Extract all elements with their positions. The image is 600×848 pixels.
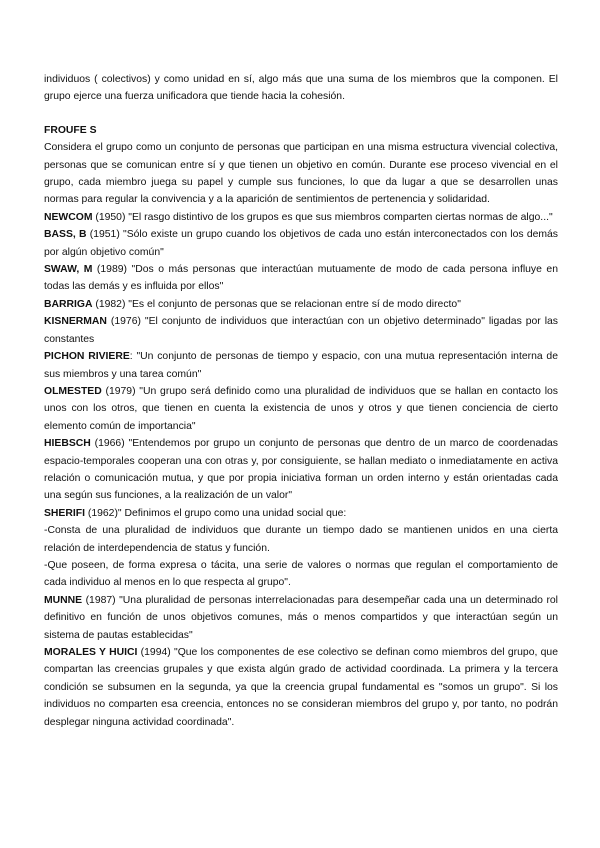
definition-newcom	[44, 209, 558, 226]
author-name: BARRIGA	[44, 298, 93, 310]
definition-swaw	[44, 261, 558, 296]
sherifi-item: -Consta de una pluralidad de individuos que durante un tiempo dado se mantienen unidos en una cierta relación de interdependencia de status y función.	[44, 525, 558, 554]
definition-text: : "Un conjunto de personas de tiempo y espacio, con una mutua representación interna de sus miembros y una tarea común"	[44, 351, 558, 380]
definition-kisnerman	[44, 313, 558, 348]
definition-munne	[44, 592, 558, 644]
definition-bass	[44, 226, 558, 261]
definition-text: (1976) "El conjunto de individuos que interactúan con un objetivo determinado" ligadas por las constantes	[44, 316, 558, 345]
froufe-paragraph: Considera el grupo como un conjunto de personas que participan en una misma estructura vivencial colectiva, personas que se comunican entre sí y que tienen un objetivo en común. Durante ese proceso vivencial en el grupo, cada miembro juega su papel y cumple sus funciones, lo que da lugar a que se desarrollen unas normas para regular la convivencia y a la aparición de sentimientos de pertenencia y solidaridad.	[44, 142, 558, 206]
definition-text: (1979) "Un grupo será definido como una pluralidad de individuos que se hallan en contacto los unos con los otros, que tienen en cuenta la existencia de unos y otros y que tienen conciencia de cierto elemento común de importancia"	[44, 385, 558, 432]
intro-paragraph: individuos ( colectivos) y como unidad en sí, algo más que una suma de los miembros que la componen. El grupo ejerce una fuerza unificadora que tiende hacia la cohesión.	[44, 74, 558, 103]
author-name: NEWCOM	[44, 211, 93, 223]
sherifi-item: -Que poseen, de forma expresa o tácita, una serie de valores o normas que regulan el comportamiento de cada individuo al menos en lo que respecta al grupo".	[44, 559, 558, 589]
definition-hiebsch	[44, 435, 558, 505]
definition-pichon-riviere	[44, 348, 558, 383]
definition-text: (1987) "Una pluralidad de personas interrelacionadas para desempeñar cada una un determinado rol definitivo en función de unos objetivos comunes, más o menos compartidos y que interactúan según un sistema de pautas establecidas"	[44, 594, 558, 641]
document-page	[44, 71, 558, 731]
froufe-heading: FROUFE S	[44, 124, 97, 136]
definition-barriga	[44, 296, 558, 313]
author-name: KISNERMAN	[44, 316, 107, 328]
author-name: MUNNE	[44, 594, 83, 606]
author-name: PICHON RIVIERE	[44, 351, 130, 363]
author-name: SHERIFI	[44, 507, 85, 519]
definition-text: (1950) "El rasgo distintivo de los grupos es que sus miembros comparten ciertas normas de algo..."	[92, 211, 553, 223]
definition-sherifi	[44, 505, 558, 522]
definition-text: (1982) "Es el conjunto de personas que se relacionan entre sí de modo directo"	[92, 298, 461, 310]
definition-text: (1994) "Que los componentes de ese colectivo se definan como miembros del grupo, que compartan las creencias grupales y que exista algún grado de actividad coordinada. La primera y la tercera condición se subsumen en la segunda, ya que la creencia grupal fundamental es "somos un grupo". Si los individuos no comparten esa creencia, entonces no se consideran miembros del grupo y, por tanto, no podrán desplegar ninguna actividad coordinada".	[44, 647, 558, 728]
author-name: HIEBSCH	[44, 438, 91, 450]
definition-morales-huici	[44, 644, 558, 731]
definition-text: (1989) "Dos o más personas que interactúan mutuamente de modo de cada persona influye en todas las demás y es influida por ellos"	[44, 264, 558, 293]
author-name: SWAW, M	[44, 264, 93, 276]
definition-text: (1951) "Sólo existe un grupo cuando los objetivos de cada uno están interconectados con los demás por algún objetivo común"	[44, 229, 558, 258]
author-name: MORALES Y HUICI	[44, 647, 138, 658]
definition-text: (1966) "Entendemos por grupo un conjunto de personas que dentro de un marco de coordenadas espacio-temporales cooperan una con otras y, por consiguiente, se hallan mediato o inmediatamente en activa relación o comunicación mutua, y que por propia iniciativa forman un orden interno y están orientadas cada una según sus funciones, a la realización de un valor"	[44, 438, 558, 502]
definition-text: (1962)" Definimos el grupo como una unidad social que:	[85, 507, 347, 519]
definition-olmested	[44, 383, 558, 435]
author-name: OLMESTED	[44, 385, 102, 397]
author-name: BASS, B	[44, 229, 87, 241]
